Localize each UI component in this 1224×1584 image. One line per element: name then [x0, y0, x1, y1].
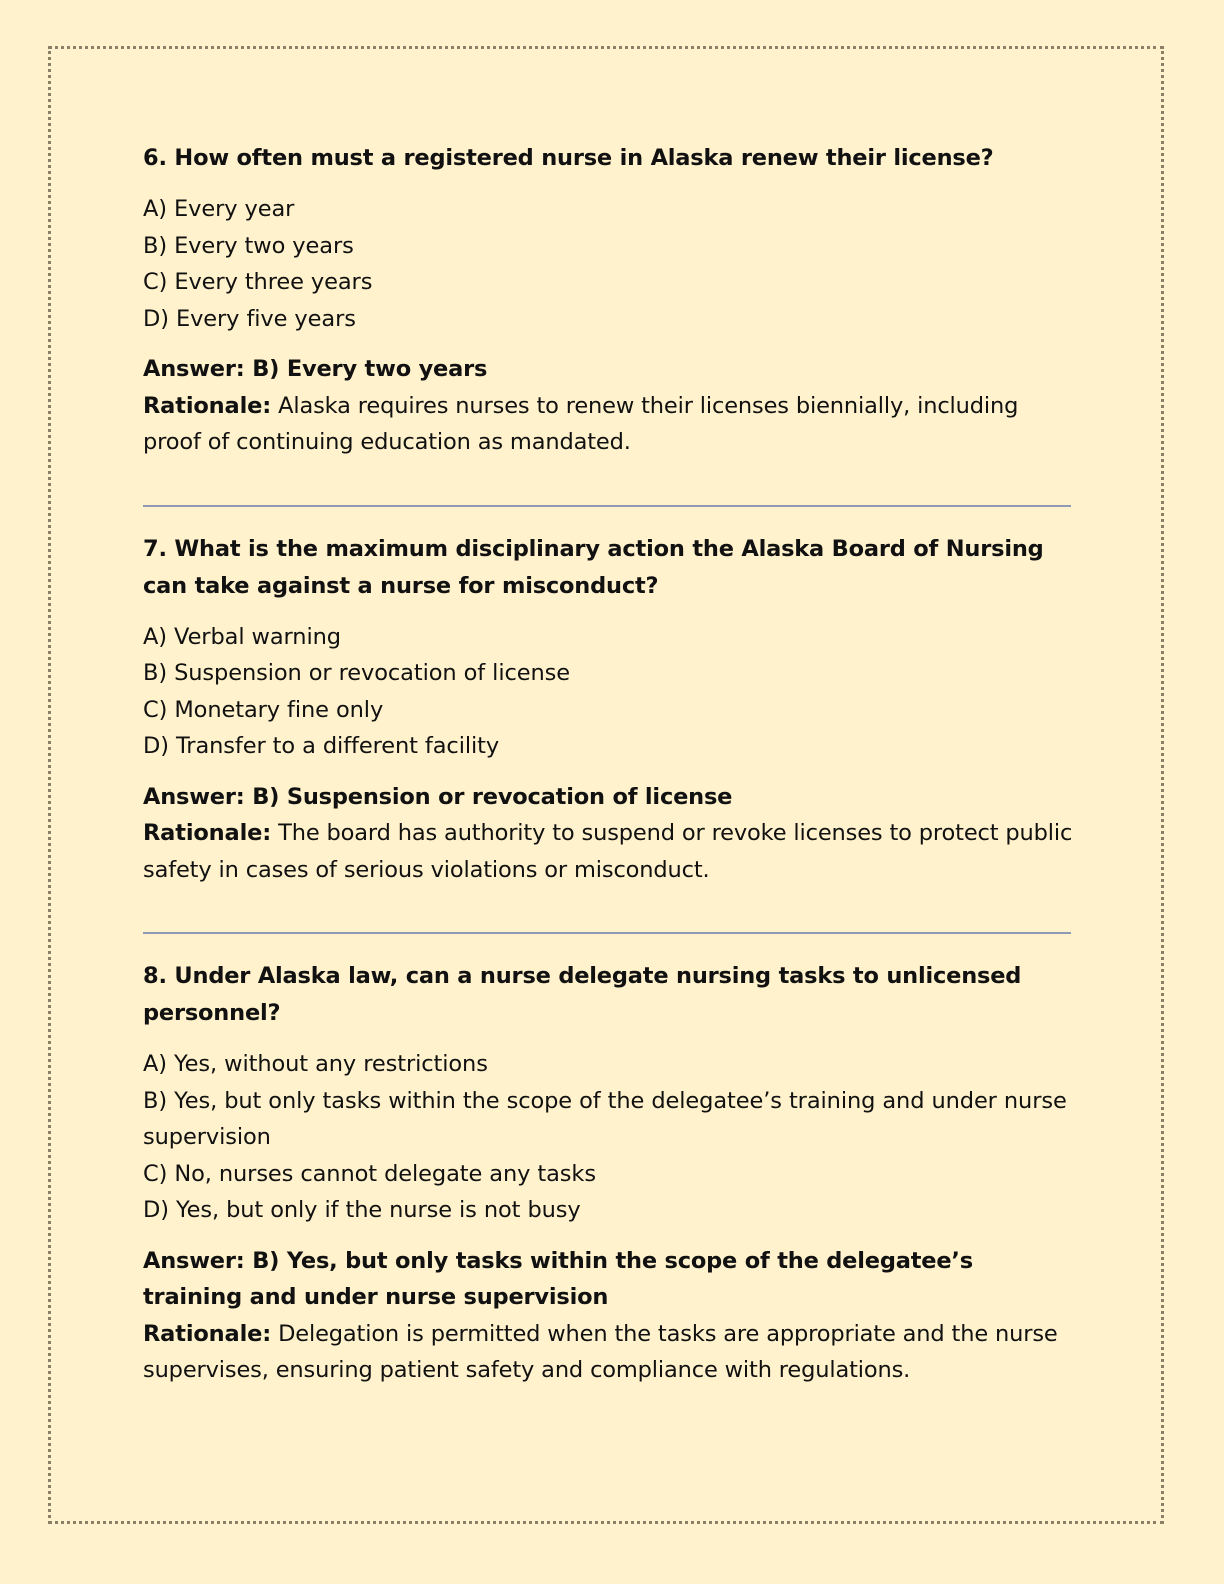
option-item: B) Every two years — [143, 232, 354, 259]
rationale-text: Alaska requires nurses to renew their licenses biennially, including proof of continuing education as mandated. — [143, 392, 1019, 455]
question-block — [143, 140, 1078, 461]
option-item: C) Every three years — [143, 269, 373, 295]
rationale — [143, 388, 1078, 461]
options-list — [143, 619, 1078, 765]
option-item: C) No, nurses cannot delegate any tasks — [143, 1160, 596, 1187]
question-block — [143, 958, 1078, 1389]
rationale-label: Rationale: — [143, 392, 272, 419]
rationale-label: Rationale: — [143, 1320, 272, 1347]
option-item: A) Verbal warning — [143, 623, 341, 650]
document-content — [143, 140, 1078, 1389]
options-list — [143, 191, 1078, 337]
option-item: D) Every five years — [143, 305, 356, 332]
option-item: B) Yes, but only tasks within the scope of the delegatee’s training and under nurse supervision — [143, 1087, 1067, 1150]
options-list — [143, 1046, 1078, 1229]
rationale — [143, 1316, 1078, 1389]
rationale-label: Rationale: — [143, 820, 272, 846]
option-item: A) Yes, without any restrictions — [143, 1051, 488, 1077]
section-divider — [143, 932, 1071, 934]
question-text: 6. How often must a registered nurse in Alaska renew their license? — [143, 145, 994, 171]
answer-text: Answer: B) Yes, but only tasks within the scope of the delegatee’s training and under nurse supervision — [143, 1247, 973, 1310]
answer-text: Answer: B) Suspension or revocation of license — [143, 783, 733, 810]
rationale-text: The board has authority to suspend or revoke licenses to protect public safety in cases of serious violations or misconduct. — [143, 820, 1073, 883]
section-divider — [143, 505, 1071, 507]
rationale-text: Delegation is permitted when the tasks are appropriate and the nurse supervises, ensuring patient safety and compliance with regulations. — [143, 1320, 1058, 1383]
rationale — [143, 815, 1078, 888]
option-item: B) Suspension or revocation of license — [143, 660, 571, 686]
option-item: C) Monetary fine only — [143, 696, 384, 723]
question-text: 8. Under Alaska law, can a nurse delegate nursing tasks to unlicensed personnel? — [143, 963, 1022, 1026]
option-item: A) Every year — [143, 196, 295, 222]
question-text: 7. What is the maximum disciplinary action the Alaska Board of Nursing can take against a nurse for misconduct? — [143, 535, 1044, 599]
option-item: D) Transfer to a different facility — [143, 733, 500, 759]
question-block — [143, 531, 1078, 889]
option-item: D) Yes, but only if the nurse is not busy — [143, 1197, 581, 1223]
answer-text: Answer: B) Every two years — [143, 356, 488, 382]
